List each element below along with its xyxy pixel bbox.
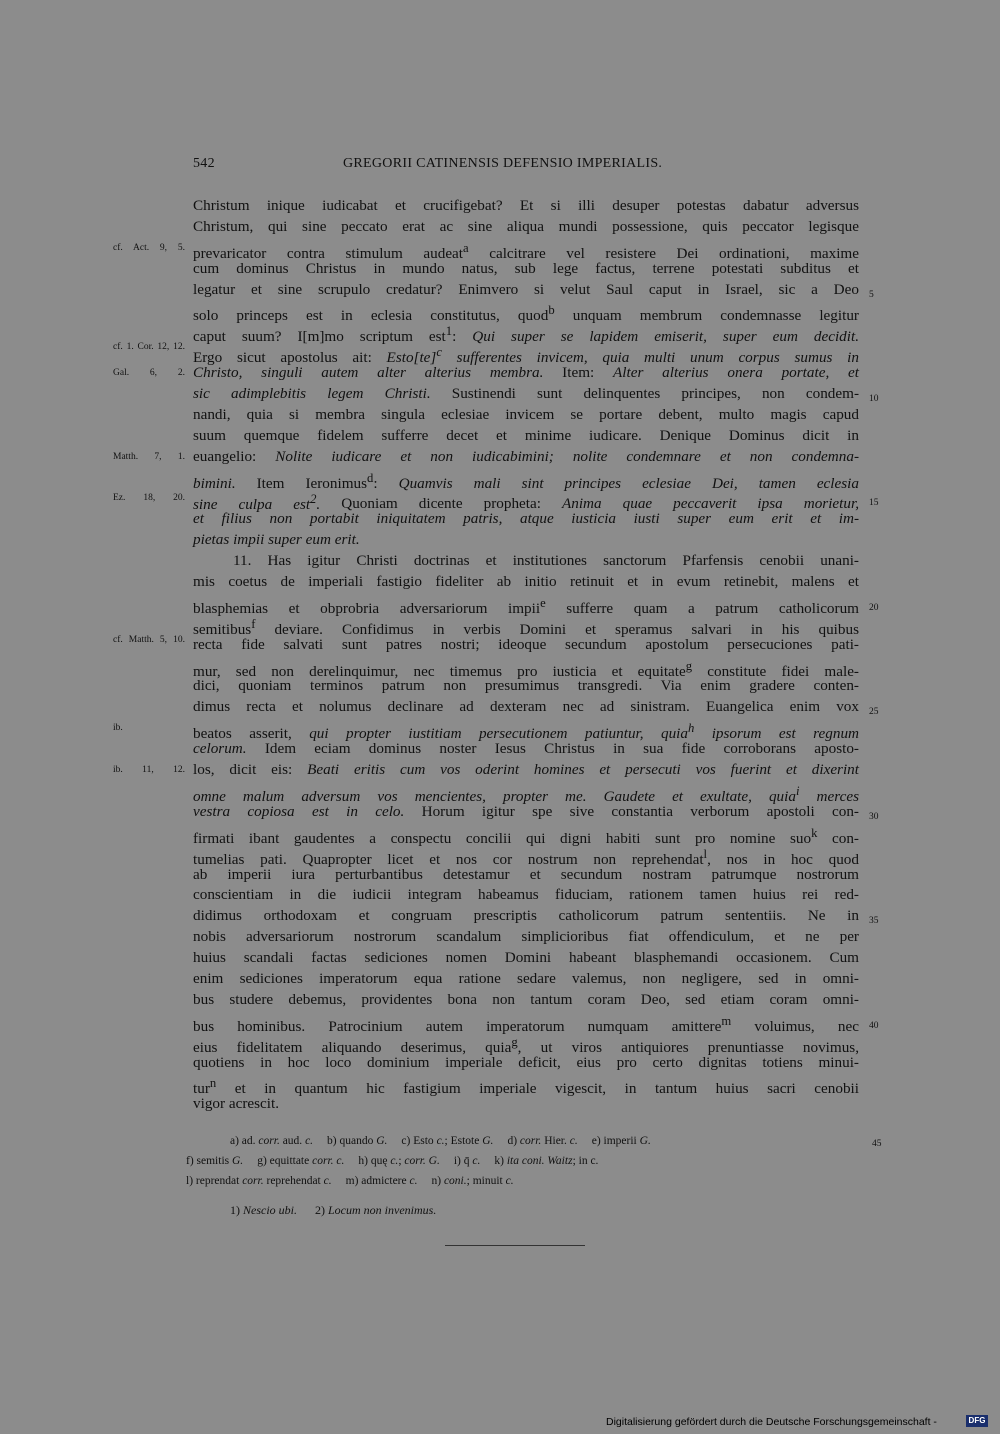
text-line: sic adimplebitis legem Christi. Sustinendi sunt delinquentes principes, non condem- 10 [193,384,859,405]
end-rule [445,1245,585,1246]
text-line: Christo, singuli autem alter alterius membra. Item: Alter alterius onera portate, et Gal. 6, 2. [113,364,859,382]
apparatus-note: d) corr. Hier. c. [507,1135,578,1147]
text-line: prevaricator contra stimulum audeat$^a$ calcitrare vel resistere Dei ordinationi, maxime cf. Act. 9, 5. [113,240,859,262]
text-line: beatos asserit, qui propter iustitiam persecutionem patiuntur, quia$^h$ ipsorum est regnum ib. [113,721,859,743]
text-line: solo princeps est in eclesia constitutus, quod$^b$ unquam membrum condemnasse legitur [193,303,859,325]
text-line: 11. Has igitur Christi doctrinas et institutiones sanctorum Pfarfensis cenobii unani- [233,552,859,570]
text-line: quotiens in hoc loco dominium imperiale deficit, eius pro certo dignitas totiens minui- [193,1053,859,1071]
apparatus-line [186,1151,876,1171]
text-line: nandi, quia si membra singula eclesiae invicem se portare debent, multo magis capud [193,405,859,423]
margin-reference: Matth. 7, 1. [113,451,185,462]
apparatus-note: h) quę c.; corr. G. [358,1155,440,1167]
apparatus-note: a) ad. corr. aud. c. [230,1135,314,1147]
text-line: mis coetus de imperiali fastigio fideliter ab initio retinuit et in evum retinebit, malens et [193,573,859,591]
text-line: semitibus$^f$ deviare. Confidimus in verbis Domini et speramus salvari in his quibus [193,616,859,638]
line-number: 40 [869,1020,879,1031]
text-line: sine culpa est$^2$. Quoniam dicente propheta: Anima quae peccaverit ipsa morietur, Ez. 18, 20. 15 [113,491,879,513]
apparatus-note: g) equittate corr. c. [257,1155,345,1167]
text-line: conscientiam in die iudicii integram habeamus fiduciam, rationem tamen huius rei red- [193,886,859,904]
text-line: et filius non portabit iniquitatem patris, atque iusticia iusti super eum erit et im- [193,510,859,528]
apparatus-note: f) semitis G. [186,1155,244,1167]
text-line: Christum, qui sine peccato erat ac sine aliqua mundi possessione, quis peccator legisque [193,217,859,235]
apparatus-line [186,1131,882,1151]
line-number: 5 [869,289,874,300]
funding-footer: Digitalisierung gefördert durch die Deutsche Forschungsgemeinschaft - [606,1416,937,1428]
text-line: dimus recta et nolumus declinare ad dexteram nec ad sinistram. Euangelica enim vox 25 [193,697,859,718]
text-line: bus studere debemus, providentes bona non tantum coram Deo, sed etiam coram omni- [193,990,859,1008]
apparatus-note: l) reprendat corr. reprehendat c. [186,1175,332,1187]
text-line: Christum inique iudicabat et crucifigebat? Et si illi desuper potestas dabatur adversus [193,197,859,214]
main-text [113,196,879,1115]
footnote: 1) Nescio ubi. [230,1203,297,1217]
text-line: pietas impii super eum erit. [193,531,360,549]
line-number: 15 [869,498,879,509]
text-line: eius fidelitatem aliquando deserimus, quia$^g$, ut viros antiquiores prenuntiasse novimus, [193,1034,860,1056]
apparatus-note: n) coni.; minuit c. [431,1175,514,1187]
margin-reference: cf. 1. Cor. 12, 12. [113,342,185,353]
text-line: mur, sed non derelinquimur, nec timemus pro iusticia et equitate$^g$ constitute fidei male- [193,658,859,680]
text-line: suum quemque fidelem sufferre decet et minime iudicare. Denique Dominus dicit in [193,426,859,444]
line-number: 10 [869,394,879,405]
text-line: tur$^n$ et in quantum hic fastigium imperiale vigescit, in tantum huius sacri cenobii [193,1076,859,1098]
margin-reference: ib. [113,723,123,734]
text-line: vestra copiosa est in celo. Horum igitur spe sive constantia verborum apostoli con- 30 [193,802,859,823]
text-line: blasphemias et obprobria adversariorum impii$^e$ sufferre quam a patrum catholicorum 20 [193,595,879,617]
line-number: 35 [869,916,879,927]
text-line: legatur et sine scrupulo credatur? Enimvero si velut Saul caput in Israel, sic a Deo 5 [193,280,859,301]
footnotes [230,1203,454,1218]
text-line: vigor acrescit. [193,1095,280,1113]
running-title: GREGORII CATINENSIS DEFENSIO IMPERIALIS. [343,156,663,171]
footnote: 2) Locum non invenimus. [315,1203,437,1217]
text-line: caput suum? I[m]mo scriptum est$^1$: Qui super se lapidem emiserit, super eum decidit. [193,324,859,346]
text-line: didimus orthodoxam et congruam prescriptis catholicorum patrum sententiis. Ne in 35 [193,906,859,927]
text-line: firmati ibant gaudentes a conspectu concilii qui digni habiti sunt pro nomine suo$^k$ con- [193,825,859,847]
text-line: celorum. Idem eciam dominus noster Iesus Christus in sua fide corroborans aposto- [193,740,859,758]
margin-reference: Gal. 6, 2. [113,368,185,379]
text-line: Ergo sicut apostolus ait: Esto[te]$^c$ sufferentes invicem, quia multi unum corpus sumus in cf. 1. Cor. 12, 12. [113,342,859,367]
text-line: bus hominibus. Patrocinium autem imperatorum numquam amittere$^m$ voluimus, nec 40 [193,1013,879,1035]
text-line: huius scandali factas sediciones nomen Domini habeant blasphemandi occasionem. Cum [193,949,859,967]
text-line: nobis adversariorum nostrorum scandalum simplicioribus fiat offendiculum, et ne per [193,928,859,946]
page-number: 542 [193,156,215,171]
apparatus-note: b) quando G. [327,1135,388,1147]
apparatus-note: c) Esto c.; Estote G. [401,1135,494,1147]
critical-apparatus [186,1131,882,1191]
line-number: 45 [872,1139,882,1149]
page-header [193,156,859,178]
apparatus-note: m) admictere c. [345,1175,418,1187]
text-line: recta fide salvati sunt patres nostri; ideoque secundum apostolum persecuciones pati- cf. Matth. 5, 10. [113,634,859,653]
line-number: 20 [869,602,879,613]
text-line: cum dominus Christus in mundo natus, sub lege factus, terrene potestati subditus et [193,259,859,277]
text-line: euangelio: Nolite iudicare et non iudicabimini; nolite condemnare et non condemna- Matth. 7, 1. [113,447,859,465]
apparatus-note: k) ita coni. Waitz; in c. [494,1155,599,1167]
margin-reference: ib. 11, 12. [113,765,185,776]
margin-reference: cf. Act. 9, 5. [113,242,185,253]
text-line: los, dicit eis: Beati eritis cum vos oderint homines et persecuti vos fuerint et dixerint ib. 11, 12. [113,761,859,779]
margin-reference: cf. Matth. 5, 10. [113,634,185,645]
line-number: 30 [869,811,879,822]
apparatus-note: e) imperii G. [591,1135,651,1147]
text-line: tumelias pati. Quapropter licet et nos cor nostrum non reprehendat$^l$, nos in hoc quod [193,846,859,868]
text-line: ab imperii iura perturbantibus detestamur et secundum nostram patrumque nostrorum [193,865,859,883]
margin-reference: Ez. 18, 20. [113,493,185,504]
line-number: 25 [869,707,879,718]
text-line: dici, quoniam terminos patrum non presumimus transgredi. Via enim gradere conten- [193,677,859,695]
dfg-logo: DFG [966,1415,988,1427]
text-line: bimini. Item Ieronimus$^d$: Quamvis mali sint principes eclesiae Dei, tamen eclesia [193,470,859,492]
apparatus-line [186,1171,876,1191]
apparatus-note: i) q̄ c. [453,1155,481,1167]
text-line: omne malum adversum vos mencientes, propter me. Gaudete et exultate, quia$^i$ merces [193,783,859,805]
text-line: enim sediciones imperatorum equa ratione sedare valemus, non negligere, sed in omni- [193,969,859,987]
